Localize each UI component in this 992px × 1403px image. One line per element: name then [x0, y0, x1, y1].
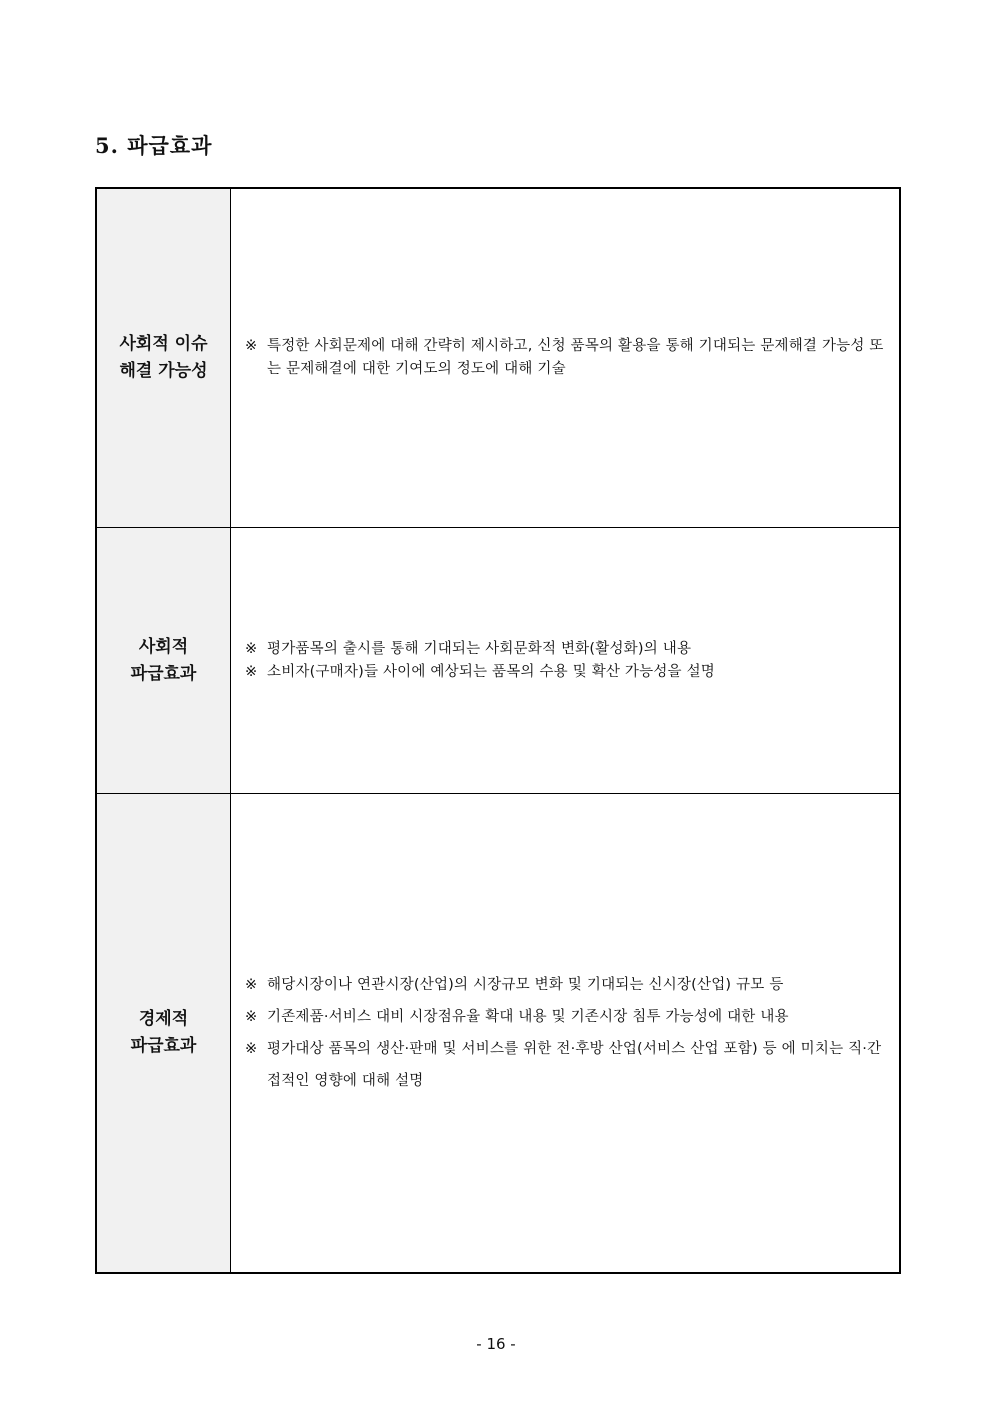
- table-row: [97, 528, 899, 794]
- note-text: 평가품목의 출시를 통해 기대되는 사회문화적 변화(활성화)의 내용: [267, 640, 692, 657]
- row-label-line: 파급효과: [130, 1036, 197, 1056]
- note-item: [245, 661, 715, 684]
- note-text: 해당시장이나 연관시장(산업)의 시장규모 변화 및 기대되는 신시장(산업) 규모 등: [267, 977, 784, 993]
- row-content-cell[interactable]: [231, 794, 899, 1272]
- note-item: [245, 1033, 895, 1097]
- row-content-cell[interactable]: [231, 528, 899, 793]
- note-text: 소비자(구매자)들 사이에 예상되는 품목의 수용 및 확산 가능성을 설명: [267, 663, 715, 680]
- row-label: [131, 1006, 197, 1060]
- row-label: [119, 331, 207, 385]
- table-row: [97, 794, 899, 1272]
- table-row: [97, 189, 899, 528]
- note-list: [245, 969, 895, 1097]
- row-label-line: 경제적: [138, 1009, 189, 1029]
- row-content-cell[interactable]: [231, 189, 899, 527]
- row-label-cell: [97, 189, 231, 527]
- note-item: [245, 335, 895, 381]
- row-label-cell: [97, 794, 231, 1272]
- reference-mark-icon: ※: [245, 338, 258, 354]
- row-label-line: 사회적 이슈: [119, 334, 208, 354]
- reference-mark-icon: ※: [245, 977, 258, 993]
- row-label: [131, 634, 197, 688]
- note-list: [245, 335, 895, 381]
- note-text: 특정한 사회문제에 대해 간략히 제시하고, 신청 품목의 활용을 통해 기대되는 문제해결 가능성 또는 문제해결에 대한 기여도의 정도에 대해 기술: [267, 338, 884, 377]
- row-label-line: 해결 가능성: [119, 361, 208, 381]
- note-text: 기존제품·서비스 대비 시장점유율 확대 내용 및 기존시장 침투 가능성에 대한 내용: [267, 1009, 789, 1025]
- reference-mark-icon: ※: [245, 663, 258, 680]
- reference-mark-icon: ※: [245, 1041, 258, 1057]
- note-item: [245, 1001, 895, 1033]
- row-label-line: 사회적: [138, 636, 189, 657]
- page-number: - 16 -: [476, 1335, 516, 1353]
- evaluation-table: [95, 187, 901, 1274]
- reference-mark-icon: ※: [245, 640, 258, 657]
- reference-mark-icon: ※: [245, 1009, 258, 1025]
- note-item: [245, 969, 895, 1001]
- note-list: [245, 638, 715, 684]
- row-label-line: 파급효과: [130, 663, 197, 684]
- row-label-cell: [97, 528, 231, 793]
- note-item: [245, 638, 715, 661]
- section-title: 5. 파급효과: [95, 133, 213, 158]
- note-text: 평가대상 품목의 생산·판매 및 서비스를 위한 전·후방 산업(서비스 산업 포함) 등 에 미치는 직·간접적인 영향에 대해 설명: [267, 1041, 882, 1089]
